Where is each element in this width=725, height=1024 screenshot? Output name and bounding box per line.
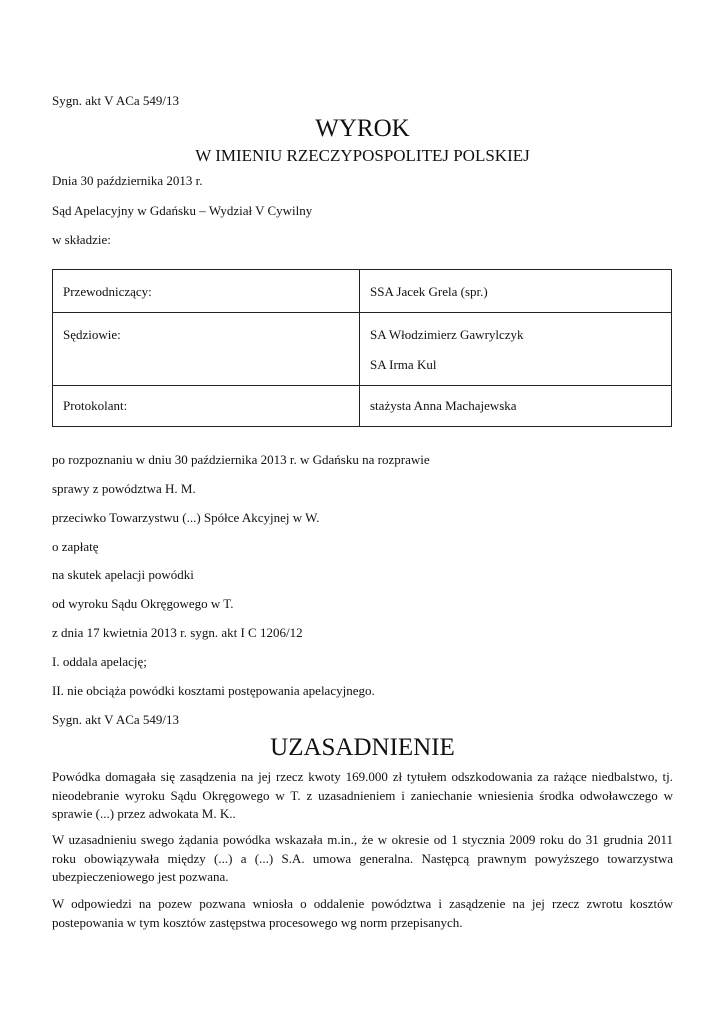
justification-case-reference: Sygn. akt V ACa 549/13 [52, 712, 180, 727]
panel-name: SSA Jacek Grela (spr.) [370, 284, 488, 299]
panel-names-cell [360, 313, 672, 386]
table-row [53, 270, 672, 313]
panel-name: SA Włodzimierz Gawrylczyk [370, 327, 524, 342]
proceedings-line: przeciwko Towarzystwu (...) Spółce Akcyjnej w W. [52, 510, 320, 525]
justification-title: UZASADNIENIE [270, 734, 455, 761]
panel-role: Sędziowie: [63, 327, 121, 342]
table-row [53, 386, 672, 427]
panel-names-cell [360, 386, 672, 427]
panel-name: stażysta Anna Machajewska [370, 398, 517, 413]
panel-name: SA Irma Kul [370, 357, 437, 372]
proceedings-line: od wyroku Sądu Okręgowego w T. [52, 596, 234, 611]
proceedings-line: na skutek apelacji powódki [52, 567, 194, 582]
panel-role-cell [53, 386, 360, 427]
table-row [53, 313, 672, 386]
proceedings-line: po rozpoznaniu w dniu 30 października 2013 r. w Gdańsku na rozprawie [52, 452, 430, 467]
proceedings-line: z dnia 17 kwietnia 2013 r. sygn. akt I C 1206/12 [52, 625, 303, 640]
proceedings-line: o zapłatę [52, 539, 99, 554]
justification-paragraph: W odpowiedzi na pozew pozwana wniosła o oddalenie powództwa i zasądzenie na jej rzecz zwrotu kosztów postepowania w tym kosztów zastępstwa procesowego wg norm przepisanych. [52, 896, 673, 930]
panel-names-cell [360, 270, 672, 313]
court-panel-table [52, 269, 672, 427]
proceedings-line: sprawy z powództwa H. M. [52, 481, 196, 496]
document-subtitle: W IMIENIU RZECZYPOSPOLITEJ POLSKIEJ [195, 146, 530, 165]
judgment-date: Dnia 30 października 2013 r. [52, 173, 203, 188]
justification-paragraph: Powódka domagała się zasądzenia na jej rzecz kwoty 169.000 zł tytułem odszkodowania za rażące niedbalstwo, tj. nieodebranie wyroku Sądu Okręgowego w T. z uzasadnieniem i zaniechanie wniesienia środka odwoławczego w sprawie (...) przez adwokata M. K.. [52, 769, 673, 821]
case-reference: Sygn. akt V ACa 549/13 [52, 93, 180, 108]
ruling-item: I. oddala apelację; [52, 654, 147, 669]
court-name: Sąd Apelacyjny w Gdańsku – Wydział V Cywilny [52, 203, 313, 218]
panel-role: Przewodniczący: [63, 284, 152, 299]
panel-role-cell [53, 270, 360, 313]
ruling-item: II. nie obciąża powódki kosztami postępowania apelacyjnego. [52, 683, 375, 698]
composition-label: w składzie: [52, 232, 111, 247]
document-title: WYROK [315, 115, 410, 142]
panel-role: Protokolant: [63, 398, 128, 413]
justification-paragraph: W uzasadnieniu swego żądania powódka wskazała m.in., że w okresie od 1 stycznia 2009 roku do 31 grudnia 2011 roku obowiązywała między (...) a (...) S.A. umowa generalna. Następcą prawnym powyższego towarzystwa ubezpieczeniowego jest pozwana. [52, 832, 673, 884]
panel-role-cell [53, 313, 360, 386]
